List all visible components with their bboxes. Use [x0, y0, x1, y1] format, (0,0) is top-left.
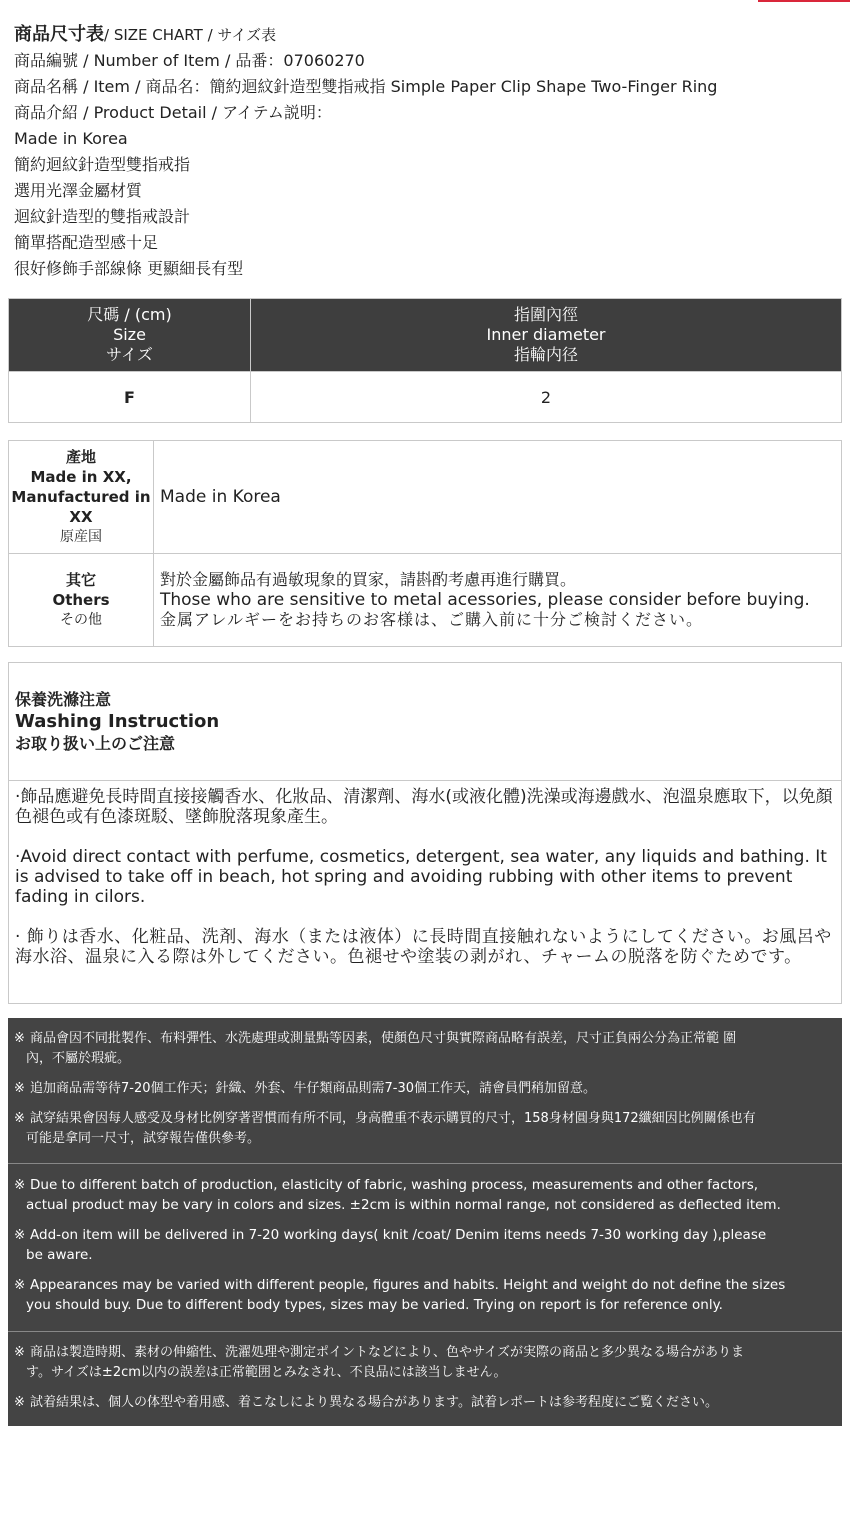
note-marker: ※	[14, 1177, 26, 1193]
others-value: 對於金屬飾品有過敏現象的買家，請斟酌考慮再進行購買。 Those who are sensitive to metal acessories, please consider before buying. 金属アレルギーをお持ちのお客様は、ご購入前に十分ご検討ください。	[154, 554, 842, 647]
note-item: ※ 商品は製造時期、素材の伸縮性、洗濯処理や測定ポイントなどにより、色やサイズが実際の商品と多少異なる場合がありま す。サイズは±2cm以内の誤差は正常範囲とみなされ、不良品には該当しません。	[14, 1345, 744, 1380]
size-table	[8, 298, 842, 423]
note-item: ※ 商品會因不同批製作、布料彈性、水洗處理或測量點等因素，使顏色尺寸與實際商品略有誤差，尺寸正負兩公分為正常範 圍 內，不屬於瑕疵。	[14, 1031, 737, 1066]
size-chart-title	[14, 22, 840, 48]
detail-line: 簡約迴紋針造型雙指戒指	[14, 155, 191, 174]
origin-label: 產地 Made in XX, Manufactured in XX 原産国	[9, 441, 154, 554]
inner-diameter-cell: 2	[251, 372, 842, 423]
note-item: ※ 追加商品需等待7-20個工作天；針織、外套、牛仔類商品則需7-30個工作天，請會員們稍加留意。	[14, 1079, 840, 1099]
note-marker: ※	[14, 1081, 25, 1096]
washing-instruction-table	[8, 662, 842, 1004]
detail-line: 選用光澤金屬材質	[14, 181, 143, 200]
note-marker: ※	[14, 1031, 25, 1046]
note-marker: ※	[14, 1277, 26, 1293]
washing-header-row	[9, 663, 842, 781]
note-item: ※ Add-on item will be delivered in 7-20 working days( knit /coat/ Denim items needs 7-30 working day ),please be aware.	[14, 1227, 767, 1263]
note-item: ※ Appearances may be varied with different people, figures and habits. Height and weight do not define the sizes you should buy. Due to different body types, sizes may be varied. Trying on report is for reference only.	[14, 1277, 786, 1313]
note-item: ※ Due to different batch of production, elasticity of fabric, washing process, measurements and other factors, actual product may be vary in colors and sizes. ±2cm is within normal range, not considered as deflected item.	[14, 1177, 781, 1213]
others-row	[9, 554, 842, 647]
detail-line: 很好修飾手部線條 更顯細長有型	[14, 259, 244, 278]
notes-section-jp	[8, 1331, 842, 1427]
note-marker: ※	[14, 1395, 25, 1410]
washing-paragraph-en: ·Avoid direct contact with perfume, cosmetics, detergent, sea water, any liquids and bathing. It is advised to take off in beach, hot spring and avoiding rubbing with other items to prevent fading in cilors.	[15, 847, 827, 907]
inner-diameter-column-header: 指圍內徑 Inner diameter 指輪内径	[251, 299, 842, 372]
notes-section-zh	[8, 1018, 842, 1162]
detail-label: 商品介紹 / Product Detail / アイテム説明：	[14, 103, 332, 122]
note-item: ※ 試穿結果會因每人感受及身材比例穿著習慣而有所不同，身高體重不表示購買的尺寸，158身材圓身與172纖細因比例關係也有 可能是拿同一尺寸，試穿報告僅供參考。	[14, 1111, 756, 1146]
note-marker: ※	[14, 1345, 25, 1360]
washing-body-row	[9, 781, 842, 1004]
detail-line: Made in Korea	[14, 129, 128, 148]
washing-paragraph-zh: ·飾品應避免長時間直接接觸香水、化妝品、清潔劑、海水(或液化體)洗澡或海邊戲水、泡溫泉應取下，以免顏色褪色或有色漆斑駁、墜飾脫落現象產生。	[15, 787, 833, 827]
origin-table	[8, 440, 842, 647]
washing-text	[9, 781, 842, 1004]
notes-section-en	[8, 1163, 842, 1331]
origin-row	[9, 441, 842, 554]
detail-line: 迴紋針造型的雙指戒設計	[14, 207, 191, 226]
washing-paragraph-jp: · 飾りは香水、化粧品、洗剤、海水（または液体）に長時間直接触れないようにしてください。お風呂や海水浴、温泉に入る際は外してください。色褪せや塗装の剥がれ、チャームの脱落を防ぐためです。	[15, 927, 832, 967]
others-label: 其它 Others その他	[9, 554, 154, 647]
notes-panel	[8, 1018, 842, 1426]
size-table-header	[9, 299, 842, 372]
note-item: ※ 試着結果は、個人の体型や着用感、着こなしにより異なる場合があります。試着レポートは参考程度にご覧ください。	[14, 1393, 840, 1413]
size-column-header: 尺碼 / (cm) Size サイズ	[9, 299, 251, 372]
item-number: 商品編號 / Number of Item / 品番：07060270	[14, 51, 365, 70]
corner-accent-bar	[758, 0, 850, 2]
size-cell: F	[9, 372, 251, 423]
washing-title: 保養洗滌注意 Washing Instruction お取り扱い上のご注意	[9, 663, 842, 781]
origin-value: Made in Korea	[154, 441, 842, 554]
title-bold: 商品尺寸表	[14, 24, 104, 45]
product-intro	[14, 22, 840, 282]
detail-line: 簡單搭配造型感十足	[14, 233, 159, 252]
note-marker: ※	[14, 1227, 26, 1243]
table-row	[9, 372, 842, 423]
note-marker: ※	[14, 1111, 25, 1126]
item-name: 商品名稱 / Item / 商品名：簡約迴紋針造型雙指戒指 Simple Paper Clip Shape Two-Finger Ring	[14, 77, 718, 96]
title-rest: / SIZE CHART / サイズ表	[104, 26, 277, 44]
